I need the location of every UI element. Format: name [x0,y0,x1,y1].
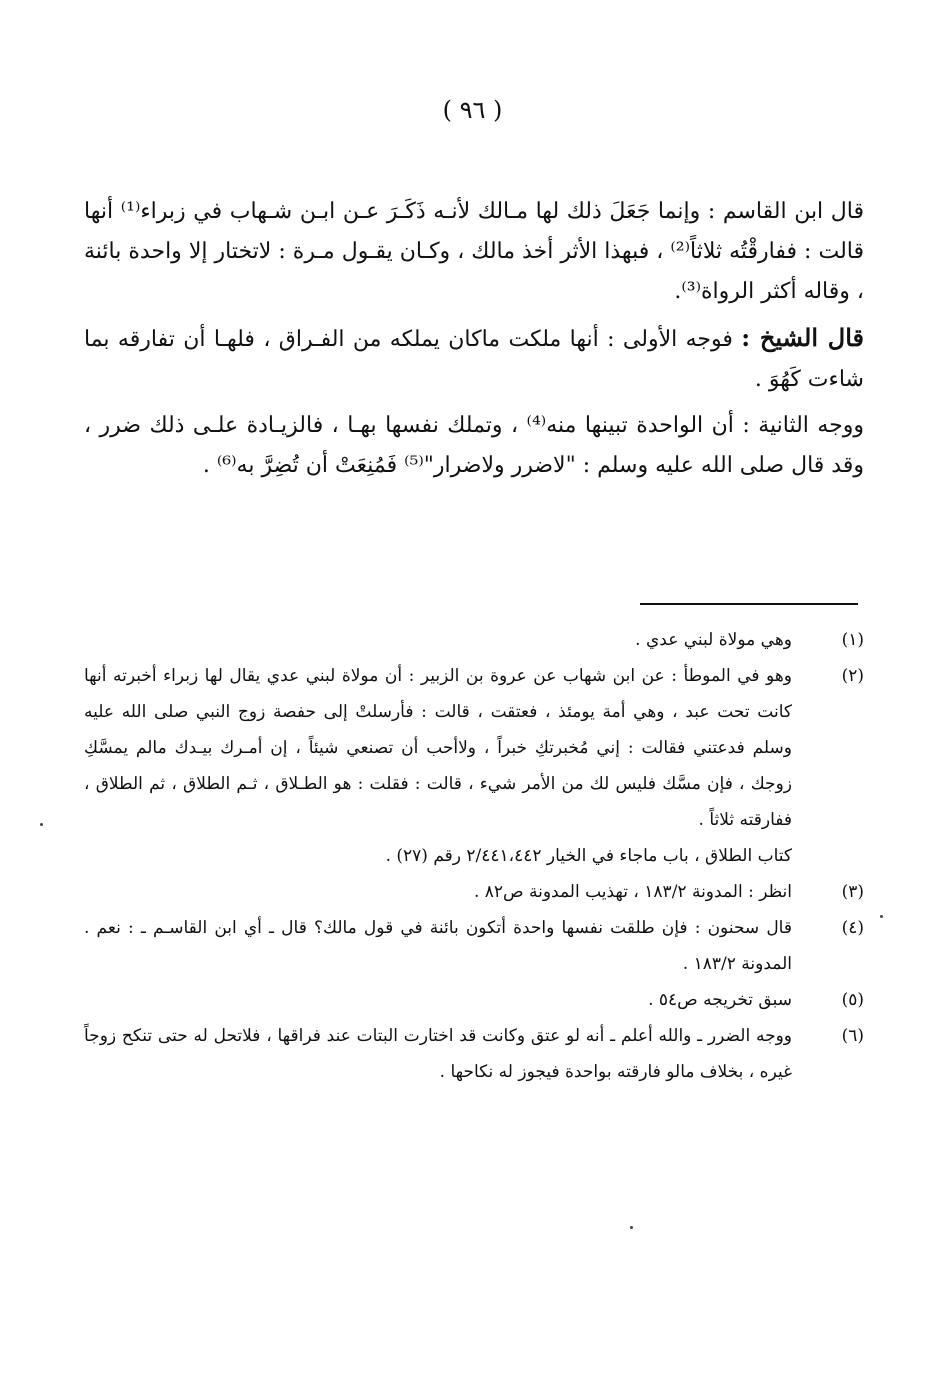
footnote-2 [84,658,864,874]
footnotes-section [84,622,864,1090]
paragraph-2 [84,318,864,400]
footnote-number: (٥) [841,990,864,1010]
footnote-line: ووجه الضرر ـ والله أعلم ـ أنه لو عتق وكانت قد اختارت البتات عند فراقها ، فلاتحل له حتى تنكح زوجاً غيره ، بخلاف مالو فارقته بواحدة فيجوز له نكاحها . [84,1026,792,1082]
scan-speck [40,823,43,826]
speaker-label: قال الشيخ : [741,323,864,352]
footnote-line: وهو في الموطأ : عن ابن شهاب عن عروة بن الزبير : أن مولاة لبني عدي يقال لها زبراء أخبرته أنها كانت تحت عبد ، وهي أمة يومئذ ، فعتقت ، قالت : فأرسلتْ إلى حفصة زوج النبي صلى الله عليه وسلم فدعتني فقالت : إني مُخبرتكِ خبراً ، ولاأحب أن تصنعي شيئاً ، إن أمـرك بيـدك مالم يمسَّكِ زوجك ، فإن مسَّك فليس لك من الأمر شيء ، قالت : فقلت : هو الطـلاق ، ثـم الطلاق ، ثم الطلاق ، ففارقته ثلاثاً . [84,666,792,830]
footnote-number: (٢) [841,666,864,686]
footnote-text [84,1018,792,1090]
footnote-line: انظر : المدونة ١٨٣/٢ ، تهذيب المدونة ص٨٢ . [473,882,792,902]
paragraph-3: ووجه الثانية : أن الواحدة تبينها منه⁽⁴⁾ ، وتملك نفسها بهـا ، فالزيـادة علـى ذلك ضرر ، وقد قال صلى الله عليه وسلم : "لاضرر ولاضرار"⁽⁵⁾ فَمُنِعَتْ أن تُضِرَّ به⁽⁶⁾ . [84,413,864,478]
paragraph-2-text: فوجه الأولى : أنها ملكت ماكان يملكه من الفـراق ، فلهـا أن تفارقه بما شاءت كَهُوَ . [84,327,864,392]
main-text-body [84,192,864,492]
footnote-text [84,622,792,658]
footnote-5 [84,982,864,1018]
footnote-number: (٤) [841,918,864,938]
footnote-6 [84,1018,864,1090]
page-number: ( ٩٦ ) [442,96,503,124]
footnote-line: قال سحنون : فإن طلقت نفسها واحدة أتكون بائنة في قول مالك؟ قال ـ أي ابن القاسـم ـ : نعم . المدونة ١٨٣/٢ . [84,918,792,974]
footnote-3 [84,874,864,910]
paragraph-1: قال ابن القاسم : وإنما جَعَلَ ذلك لها مـالك لأنـه ذَكَـرَ عـن ابـن شـهاب في زبراء⁽¹⁾ أنها قالت : ففارقْتُه ثلاثاً⁽²⁾ ، فبهذا الأثر أخذ مالك ، وكـان يقـول مـرة : لاتختار إلا واحدة بائنة ، وقاله أكثر الرواة⁽³⁾. [84,199,865,304]
footnote-text [84,874,792,910]
footnote-divider [640,603,858,605]
footnote-number: (٦) [841,1026,864,1046]
footnote-text [84,910,792,982]
footnote-line: وهي مولاة لبني عدي . [635,630,792,650]
scan-speck [630,1226,633,1229]
footnote-1 [84,622,864,658]
footnote-number: (٣) [841,882,864,902]
footnote-line: سبق تخريجه ص٥٤ . [648,990,792,1010]
scan-speck [880,915,883,918]
footnote-citation: كتاب الطلاق ، باب ماجاء في الخيار ٢/٤٤١،٤٤٢ رقم (٢٧) . [385,846,792,866]
footnote-4 [84,910,864,982]
footnote-text [84,982,792,1018]
footnote-number: (١) [841,630,864,650]
footnote-text [84,658,792,874]
